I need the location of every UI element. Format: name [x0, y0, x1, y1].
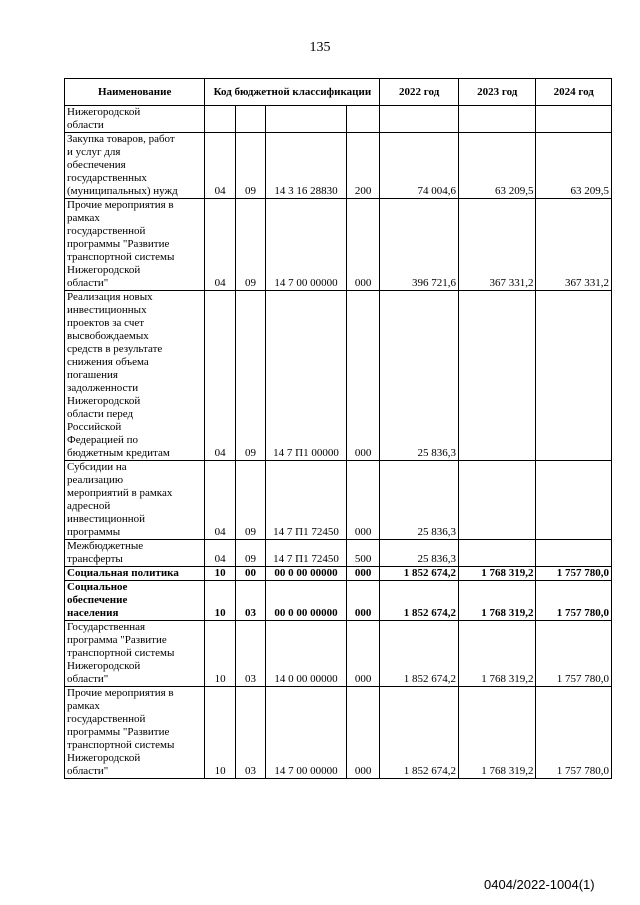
- row-name: Нижегородской области: [65, 106, 205, 133]
- amount-2024: [536, 461, 612, 540]
- target-article-code: 14 7 П1 72450: [266, 461, 347, 540]
- expense-type-code: 000: [346, 581, 380, 621]
- section-code: 04: [205, 540, 235, 567]
- amount-2023: 63 209,5: [458, 133, 536, 199]
- amount-2024: 367 331,2: [536, 199, 612, 291]
- amount-2022: 396 721,6: [380, 199, 459, 291]
- amount-2023: 367 331,2: [458, 199, 536, 291]
- amount-2024: 1 757 780,0: [536, 567, 612, 581]
- amount-2023: [458, 106, 536, 133]
- amount-2022: 1 852 674,2: [380, 567, 459, 581]
- header-2022: 2022 год: [380, 79, 459, 106]
- subsection-code: 09: [235, 291, 265, 461]
- header-2024: 2024 год: [536, 79, 612, 106]
- expense-type-code: 200: [346, 133, 380, 199]
- section-code: 10: [205, 687, 235, 779]
- target-article-code: 14 7 00 00000: [266, 199, 347, 291]
- table-body: [65, 106, 612, 779]
- expense-type-code: 000: [346, 461, 380, 540]
- subsection-code: 03: [235, 687, 265, 779]
- expense-type-code: [346, 106, 380, 133]
- section-code: 10: [205, 581, 235, 621]
- section-code: 10: [205, 621, 235, 687]
- header-row: [65, 79, 612, 106]
- row-name: Прочие мероприятия в рамках государственной программы "Развитие транспортной системы Нижегородской области": [65, 687, 205, 779]
- table-row: [65, 291, 612, 461]
- section-code: 04: [205, 461, 235, 540]
- table-row: [65, 621, 612, 687]
- target-article-code: 00 0 00 00000: [266, 567, 347, 581]
- row-name: Реализация новых инвестиционных проектов за счет высвобождаемых средств в результате снижения объема погашения задолженности Нижегородской области перед Российской Федерацией по бюджетным кредитам: [65, 291, 205, 461]
- amount-2022: 1 852 674,2: [380, 581, 459, 621]
- expense-type-code: 500: [346, 540, 380, 567]
- subsection-code: 09: [235, 540, 265, 567]
- header-name: Наименование: [65, 79, 205, 106]
- subsection-code: 03: [235, 581, 265, 621]
- amount-2024: 1 757 780,0: [536, 687, 612, 779]
- header-code: Код бюджетной классификации: [205, 79, 380, 106]
- target-article-code: [266, 106, 347, 133]
- expense-type-code: 000: [346, 199, 380, 291]
- row-name: Социальная политика: [65, 567, 205, 581]
- subsection-code: 00: [235, 567, 265, 581]
- amount-2023: [458, 291, 536, 461]
- row-name: Межбюджетные трансферты: [65, 540, 205, 567]
- amount-2023: 1 768 319,2: [458, 567, 536, 581]
- table-row: [65, 133, 612, 199]
- amount-2024: 1 757 780,0: [536, 581, 612, 621]
- amount-2023: [458, 540, 536, 567]
- expense-type-code: 000: [346, 291, 380, 461]
- amount-2022: 25 836,3: [380, 461, 459, 540]
- expense-type-code: 000: [346, 687, 380, 779]
- page-number: 135: [309, 40, 331, 55]
- section-code: 04: [205, 199, 235, 291]
- amount-2023: 1 768 319,2: [458, 581, 536, 621]
- table-row: [65, 540, 612, 567]
- amount-2022: 25 836,3: [380, 291, 459, 461]
- amount-2024: 63 209,5: [536, 133, 612, 199]
- subsection-code: 09: [235, 199, 265, 291]
- document-code: 0404/2022-1004(1): [484, 877, 595, 892]
- amount-2022: 25 836,3: [380, 540, 459, 567]
- target-article-code: 14 7 00 00000: [266, 687, 347, 779]
- amount-2022: 1 852 674,2: [380, 687, 459, 779]
- row-name: Прочие мероприятия в рамках государственной программы "Развитие транспортной системы Нижегородской области": [65, 199, 205, 291]
- row-name: Субсидии на реализацию мероприятий в рамках адресной инвестиционной программы: [65, 461, 205, 540]
- amount-2024: [536, 540, 612, 567]
- section-code: [205, 106, 235, 133]
- subsection-code: [235, 106, 265, 133]
- row-name: Социальное обеспечение населения: [65, 581, 205, 621]
- amount-2024: [536, 291, 612, 461]
- section-code: 04: [205, 133, 235, 199]
- table-row: [65, 106, 612, 133]
- amount-2023: 1 768 319,2: [458, 621, 536, 687]
- table-row: [65, 199, 612, 291]
- expense-type-code: 000: [346, 567, 380, 581]
- header-2023: 2023 год: [458, 79, 536, 106]
- table-row: [65, 581, 612, 621]
- amount-2023: [458, 461, 536, 540]
- table-row: [65, 461, 612, 540]
- target-article-code: 14 0 00 00000: [266, 621, 347, 687]
- target-article-code: 14 7 П1 00000: [266, 291, 347, 461]
- target-article-code: 14 7 П1 72450: [266, 540, 347, 567]
- row-name: Закупка товаров, работ и услуг для обеспечения государственных (муниципальных) нужд: [65, 133, 205, 199]
- table-row: [65, 567, 612, 581]
- subsection-code: 09: [235, 133, 265, 199]
- amount-2022: [380, 106, 459, 133]
- section-code: 10: [205, 567, 235, 581]
- budget-table: [64, 78, 612, 779]
- amount-2022: 1 852 674,2: [380, 621, 459, 687]
- subsection-code: 03: [235, 621, 265, 687]
- amount-2022: 74 004,6: [380, 133, 459, 199]
- section-code: 04: [205, 291, 235, 461]
- target-article-code: 14 3 16 28830: [266, 133, 347, 199]
- target-article-code: 00 0 00 00000: [266, 581, 347, 621]
- amount-2023: 1 768 319,2: [458, 687, 536, 779]
- amount-2024: 1 757 780,0: [536, 621, 612, 687]
- table-row: [65, 687, 612, 779]
- amount-2024: [536, 106, 612, 133]
- row-name: Государственная программа "Развитие транспортной системы Нижегородской области": [65, 621, 205, 687]
- subsection-code: 09: [235, 461, 265, 540]
- expense-type-code: 000: [346, 621, 380, 687]
